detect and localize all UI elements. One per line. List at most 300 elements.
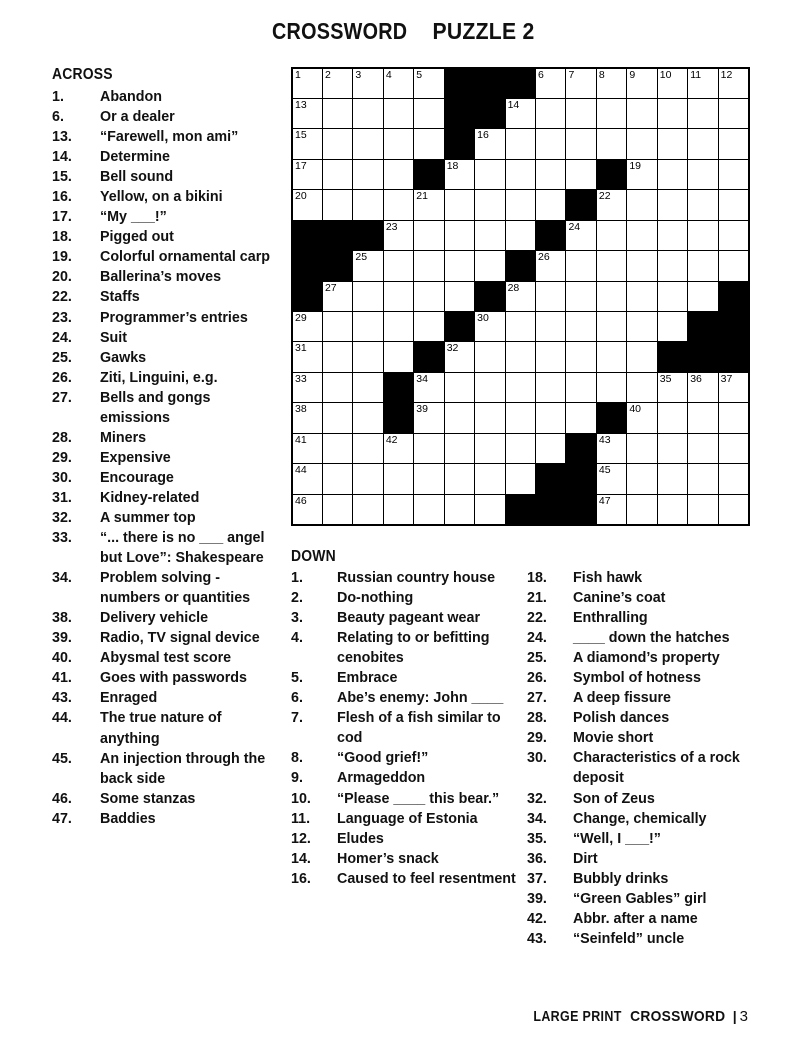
down-clue[interactable] (291, 829, 517, 849)
crossword-cell[interactable] (566, 251, 596, 281)
down-clue[interactable] (527, 748, 759, 788)
crossword-cell[interactable] (566, 98, 596, 128)
crossword-cell[interactable] (627, 68, 657, 98)
crossword-cell[interactable] (292, 312, 322, 342)
crossword-cell[interactable] (688, 372, 718, 402)
crossword-cell[interactable] (383, 220, 413, 250)
crossword-cell[interactable] (627, 129, 657, 159)
crossword-cell[interactable] (627, 403, 657, 433)
crossword-cell[interactable] (414, 98, 444, 128)
crossword-cell[interactable] (322, 68, 352, 98)
down-clue[interactable] (527, 688, 759, 708)
down-clue[interactable] (527, 568, 759, 588)
crossword-cell[interactable] (353, 159, 383, 189)
down-clue[interactable] (291, 869, 517, 889)
crossword-cell[interactable] (657, 251, 687, 281)
across-clue[interactable] (52, 147, 274, 167)
crossword-cell[interactable] (627, 159, 657, 189)
crossword-row (292, 372, 749, 402)
crossword-block-cell (505, 68, 535, 98)
crossword-cell[interactable] (596, 464, 626, 494)
crossword-cell[interactable] (657, 129, 687, 159)
across-clue-text: Determine (100, 149, 170, 166)
crossword-cell[interactable] (657, 220, 687, 250)
crossword-cell[interactable] (505, 220, 535, 250)
crossword-cell[interactable] (292, 129, 322, 159)
down-clue-number: 8. (291, 750, 303, 767)
down-clue-text: Caused to feel resentment (337, 870, 516, 887)
down-clue-text: Beauty pageant wear (337, 610, 481, 627)
crossword-cell[interactable] (596, 220, 626, 250)
down-clue[interactable] (527, 668, 759, 688)
crossword-cell[interactable] (688, 129, 718, 159)
crossword-cell[interactable] (475, 372, 505, 402)
crossword-cell[interactable] (292, 464, 322, 494)
crossword-cell[interactable] (627, 464, 657, 494)
crossword-cell[interactable] (688, 251, 718, 281)
crossword-cell-number: 3 (355, 69, 362, 81)
crossword-cell[interactable] (596, 372, 626, 402)
down-heading: DOWN (291, 548, 336, 565)
crossword-cell[interactable] (292, 433, 322, 463)
down-clue[interactable] (291, 608, 517, 628)
down-clue[interactable] (527, 789, 759, 809)
crossword-cell[interactable] (596, 129, 626, 159)
crossword-cell[interactable] (383, 464, 413, 494)
down-clue-text: Do-nothing (337, 590, 414, 607)
crossword-cell[interactable] (718, 129, 748, 159)
down-clue[interactable] (527, 929, 759, 949)
crossword-cell[interactable] (505, 190, 535, 220)
crossword-cell[interactable] (383, 159, 413, 189)
crossword-cell[interactable] (566, 220, 596, 250)
crossword-cell[interactable] (688, 494, 718, 524)
crossword-cell[interactable] (657, 494, 687, 524)
crossword-cell[interactable] (566, 129, 596, 159)
across-clue[interactable] (52, 628, 274, 648)
crossword-cell-number: 9 (629, 69, 636, 81)
crossword-cell[interactable] (383, 433, 413, 463)
crossword-cell[interactable] (353, 129, 383, 159)
crossword-cell[interactable] (566, 68, 596, 98)
crossword-cell-number: 47 (598, 494, 611, 507)
crossword-cell[interactable] (353, 98, 383, 128)
crossword-cell[interactable] (657, 403, 687, 433)
crossword-cell[interactable] (627, 220, 657, 250)
across-clue-number: 29. (52, 449, 72, 466)
crossword-cell[interactable] (444, 494, 474, 524)
across-clue[interactable] (52, 328, 274, 348)
down-clue[interactable] (291, 708, 517, 748)
crossword-cell[interactable] (292, 159, 322, 189)
crossword-cell[interactable] (353, 312, 383, 342)
crossword-cell[interactable] (322, 159, 352, 189)
crossword-cell[interactable] (627, 494, 657, 524)
crossword-cell[interactable] (718, 372, 748, 402)
crossword-cell[interactable] (596, 251, 626, 281)
crossword-cell[interactable] (353, 281, 383, 311)
down-clue[interactable] (527, 708, 759, 728)
crossword-cell[interactable] (292, 68, 322, 98)
crossword-cell[interactable] (505, 129, 535, 159)
crossword-cell[interactable] (657, 159, 687, 189)
crossword-cell[interactable] (596, 68, 626, 98)
crossword-cell[interactable] (292, 403, 322, 433)
crossword-cell[interactable] (444, 403, 474, 433)
crossword-cell[interactable] (536, 129, 566, 159)
across-clue[interactable] (52, 308, 274, 328)
crossword-cell[interactable] (444, 342, 474, 372)
crossword-cell[interactable] (718, 68, 748, 98)
crossword-cell[interactable] (444, 372, 474, 402)
across-clue[interactable] (52, 648, 274, 668)
crossword-cell[interactable] (596, 190, 626, 220)
crossword-cell[interactable] (566, 372, 596, 402)
down-clue[interactable] (527, 628, 759, 648)
crossword-cell[interactable] (292, 342, 322, 372)
crossword-cell-number: 1 (295, 69, 301, 81)
crossword-cell[interactable] (536, 159, 566, 189)
across-clue[interactable] (52, 708, 274, 748)
crossword-cell[interactable] (475, 251, 505, 281)
crossword-cell[interactable] (505, 403, 535, 433)
crossword-cell[interactable] (505, 98, 535, 128)
crossword-cell[interactable] (414, 220, 444, 250)
across-clue[interactable] (52, 508, 274, 528)
crossword-cell[interactable] (566, 403, 596, 433)
down-clue-text: Symbol of hotness (573, 670, 701, 687)
crossword-cell[interactable] (414, 190, 444, 220)
crossword-cell[interactable] (505, 342, 535, 372)
crossword-cell[interactable] (536, 433, 566, 463)
crossword-cell[interactable] (292, 494, 322, 524)
page-title-bold: PUZZLE 2 (432, 18, 535, 44)
down-clue-number: 43. (527, 930, 547, 947)
crossword-cell[interactable] (475, 403, 505, 433)
down-clue[interactable] (291, 668, 517, 688)
down-clue-text: Armageddon (337, 770, 426, 787)
crossword-cell[interactable] (322, 312, 352, 342)
crossword-cell[interactable] (657, 372, 687, 402)
crossword-block-cell (414, 342, 444, 372)
down-clue[interactable] (291, 768, 517, 788)
down-clue[interactable] (527, 648, 759, 668)
crossword-cell[interactable] (688, 98, 718, 128)
across-clue[interactable] (52, 749, 274, 789)
crossword-cell[interactable] (505, 312, 535, 342)
crossword-cell[interactable] (475, 312, 505, 342)
crossword-cell[interactable] (536, 190, 566, 220)
crossword-cell[interactable] (444, 251, 474, 281)
crossword-cell[interactable] (475, 464, 505, 494)
across-clue[interactable] (52, 528, 274, 568)
across-clue-number: 13. (52, 129, 72, 146)
crossword-cell[interactable] (536, 342, 566, 372)
across-clue[interactable] (52, 608, 274, 628)
across-clue[interactable] (52, 267, 274, 287)
crossword-cell[interactable] (383, 98, 413, 128)
across-clue[interactable] (52, 127, 274, 147)
crossword-cell[interactable] (657, 312, 687, 342)
crossword-cell[interactable] (657, 68, 687, 98)
crossword-cell[interactable] (444, 281, 474, 311)
crossword-cell[interactable] (536, 372, 566, 402)
crossword-cell[interactable] (414, 129, 444, 159)
across-clue[interactable] (52, 428, 274, 448)
down-clue-text: Change, chemically (573, 810, 707, 827)
crossword-cell-number: 25 (355, 251, 368, 264)
across-clue[interactable] (52, 568, 274, 608)
crossword-cell[interactable] (383, 68, 413, 98)
crossword-cell[interactable] (353, 494, 383, 524)
down-clue[interactable] (527, 809, 759, 829)
crossword-cell[interactable] (475, 433, 505, 463)
across-clue-text: Some stanzas (100, 790, 196, 807)
crossword-cell[interactable] (505, 464, 535, 494)
crossword-cell[interactable] (322, 433, 352, 463)
crossword-cell[interactable] (718, 251, 748, 281)
crossword-cell[interactable] (657, 281, 687, 311)
crossword-row (292, 312, 749, 342)
crossword-grid-table[interactable] (291, 67, 750, 526)
across-clue-text: Goes with passwords (100, 670, 247, 687)
crossword-cell[interactable] (688, 464, 718, 494)
crossword-cell[interactable] (627, 251, 657, 281)
across-clue[interactable] (52, 207, 274, 227)
crossword-cell-number: 46 (295, 494, 307, 507)
crossword-cell[interactable] (322, 464, 352, 494)
crossword-cell[interactable] (718, 98, 748, 128)
crossword-cell[interactable] (505, 159, 535, 189)
crossword-cell[interactable] (596, 433, 626, 463)
across-clue[interactable] (52, 287, 274, 307)
crossword-cell[interactable] (505, 281, 535, 311)
crossword-cell[interactable] (475, 220, 505, 250)
across-clue[interactable] (52, 167, 274, 187)
crossword-cell[interactable] (505, 433, 535, 463)
crossword-cell[interactable] (627, 312, 657, 342)
crossword-cell[interactable] (444, 464, 474, 494)
crossword-cell[interactable] (292, 190, 322, 220)
crossword-cell[interactable] (475, 129, 505, 159)
crossword-cell[interactable] (596, 342, 626, 372)
crossword-cell[interactable] (383, 281, 413, 311)
crossword-cell[interactable] (566, 159, 596, 189)
crossword-cell[interactable] (566, 312, 596, 342)
down-clue[interactable] (291, 568, 517, 588)
across-clue[interactable] (52, 488, 274, 508)
across-clue[interactable] (52, 468, 274, 488)
crossword-cell[interactable] (475, 342, 505, 372)
crossword-cell[interactable] (353, 433, 383, 463)
crossword-cell[interactable] (566, 342, 596, 372)
across-clue[interactable] (52, 789, 274, 809)
crossword-cell[interactable] (657, 190, 687, 220)
across-clue[interactable] (52, 107, 274, 127)
crossword-cell[interactable] (657, 433, 687, 463)
crossword-cell[interactable] (322, 403, 352, 433)
down-clue[interactable] (291, 789, 517, 809)
crossword-cell[interactable] (688, 190, 718, 220)
across-clue[interactable] (52, 448, 274, 468)
crossword-cell[interactable] (322, 372, 352, 402)
down-clue-text: Russian country house (337, 570, 496, 586)
crossword-cell[interactable] (444, 190, 474, 220)
crossword-cell[interactable] (353, 464, 383, 494)
crossword-cell[interactable] (688, 433, 718, 463)
crossword-cell[interactable] (718, 159, 748, 189)
across-clue-number: 22. (52, 289, 72, 306)
crossword-block-cell (292, 220, 322, 250)
crossword-cell[interactable] (383, 342, 413, 372)
crossword-cell[interactable] (718, 433, 748, 463)
crossword-cell[interactable] (688, 281, 718, 311)
crossword-cell[interactable] (657, 464, 687, 494)
crossword-cell[interactable] (383, 190, 413, 220)
crossword-cell[interactable] (627, 433, 657, 463)
across-clue[interactable] (52, 187, 274, 207)
down-clue[interactable] (291, 628, 517, 668)
crossword-cell[interactable] (383, 251, 413, 281)
crossword-cell[interactable] (444, 159, 474, 189)
crossword-cell[interactable] (414, 372, 444, 402)
crossword-cell[interactable] (414, 464, 444, 494)
footer-separator: | (732, 1008, 737, 1024)
across-clue[interactable] (52, 87, 274, 107)
crossword-cell[interactable] (596, 312, 626, 342)
across-clue[interactable] (52, 688, 274, 708)
crossword-cell[interactable] (475, 159, 505, 189)
crossword-cell[interactable] (414, 433, 444, 463)
crossword-cell[interactable] (566, 281, 596, 311)
crossword-cell[interactable] (536, 98, 566, 128)
down-clue[interactable] (527, 909, 759, 929)
crossword-cell[interactable] (536, 281, 566, 311)
crossword-cell[interactable] (475, 190, 505, 220)
crossword-cell[interactable] (292, 98, 322, 128)
crossword-cell[interactable] (322, 494, 352, 524)
crossword-cell[interactable] (688, 159, 718, 189)
down-clue[interactable] (291, 809, 517, 829)
crossword-cell[interactable] (292, 372, 322, 402)
across-clue[interactable] (52, 368, 274, 388)
crossword-cell[interactable] (353, 68, 383, 98)
across-clue[interactable] (52, 247, 274, 267)
crossword-cell-number: 43 (598, 433, 611, 446)
down-clue[interactable] (527, 588, 759, 608)
crossword-cell[interactable] (627, 342, 657, 372)
crossword-cell[interactable] (322, 98, 352, 128)
crossword-cell[interactable] (657, 98, 687, 128)
down-clues-column-1 (291, 568, 517, 889)
crossword-cell[interactable] (383, 494, 413, 524)
across-clue-number: 25. (52, 349, 72, 366)
crossword-cell[interactable] (322, 190, 352, 220)
crossword-cell[interactable] (596, 281, 626, 311)
crossword-cell[interactable] (718, 403, 748, 433)
crossword-cell-number: 5 (416, 69, 423, 81)
crossword-cell[interactable] (353, 342, 383, 372)
crossword-cell[interactable] (627, 98, 657, 128)
crossword-cell[interactable] (353, 403, 383, 433)
across-clue[interactable] (52, 668, 274, 688)
down-clue[interactable] (527, 728, 759, 748)
down-clue[interactable] (291, 849, 517, 869)
crossword-cell-number: 41 (295, 433, 307, 446)
crossword-cell[interactable] (414, 494, 444, 524)
crossword-cell[interactable] (414, 312, 444, 342)
crossword-cell[interactable] (627, 190, 657, 220)
crossword-cell[interactable] (688, 68, 718, 98)
down-clue[interactable] (527, 889, 759, 909)
crossword-cell[interactable] (353, 190, 383, 220)
crossword-block-cell (536, 464, 566, 494)
across-clue-text: Ziti, Linguini, e.g. (100, 369, 218, 386)
crossword-cell[interactable] (505, 372, 535, 402)
crossword-cell[interactable] (414, 251, 444, 281)
crossword-row (292, 68, 749, 98)
crossword-cell-number: 21 (416, 190, 428, 203)
across-clue[interactable] (52, 388, 274, 428)
down-clue[interactable] (527, 849, 759, 869)
crossword-cell[interactable] (322, 129, 352, 159)
crossword-cell[interactable] (444, 433, 474, 463)
crossword-cell[interactable] (383, 312, 413, 342)
crossword-cell[interactable] (536, 68, 566, 98)
down-clue[interactable] (291, 588, 517, 608)
crossword-cell[interactable] (536, 312, 566, 342)
crossword-cell[interactable] (322, 281, 352, 311)
down-clue[interactable] (527, 869, 759, 889)
crossword-cell[interactable] (353, 372, 383, 402)
crossword-grid[interactable] (291, 67, 750, 526)
crossword-cell[interactable] (322, 342, 352, 372)
down-clue[interactable] (527, 829, 759, 849)
crossword-cell[interactable] (414, 281, 444, 311)
crossword-cell[interactable] (627, 281, 657, 311)
across-clue[interactable] (52, 227, 274, 247)
crossword-cell[interactable] (536, 403, 566, 433)
crossword-cell[interactable] (414, 68, 444, 98)
crossword-cell[interactable] (383, 129, 413, 159)
crossword-cell[interactable] (596, 494, 626, 524)
across-clue[interactable] (52, 809, 274, 829)
crossword-cell[interactable] (718, 190, 748, 220)
crossword-cell[interactable] (475, 494, 505, 524)
crossword-cell[interactable] (688, 403, 718, 433)
crossword-cell[interactable] (718, 464, 748, 494)
down-clue-text: Abbr. after a name (573, 910, 698, 927)
crossword-cell[interactable] (536, 251, 566, 281)
down-clue-number: 35. (527, 830, 547, 847)
crossword-cell[interactable] (688, 220, 718, 250)
crossword-cell[interactable] (627, 372, 657, 402)
crossword-cell[interactable] (596, 98, 626, 128)
down-clue[interactable] (291, 688, 517, 708)
down-clue[interactable] (291, 748, 517, 768)
crossword-row (292, 281, 749, 311)
crossword-cell[interactable] (444, 220, 474, 250)
across-clue[interactable] (52, 348, 274, 368)
across-clue-text: Expensive (100, 449, 171, 466)
down-clue-number: 10. (291, 790, 311, 807)
crossword-cell[interactable] (718, 494, 748, 524)
crossword-cell-number: 31 (295, 342, 307, 355)
crossword-cell[interactable] (353, 251, 383, 281)
crossword-cell[interactable] (718, 220, 748, 250)
crossword-cell[interactable] (414, 403, 444, 433)
down-clue[interactable] (527, 608, 759, 628)
